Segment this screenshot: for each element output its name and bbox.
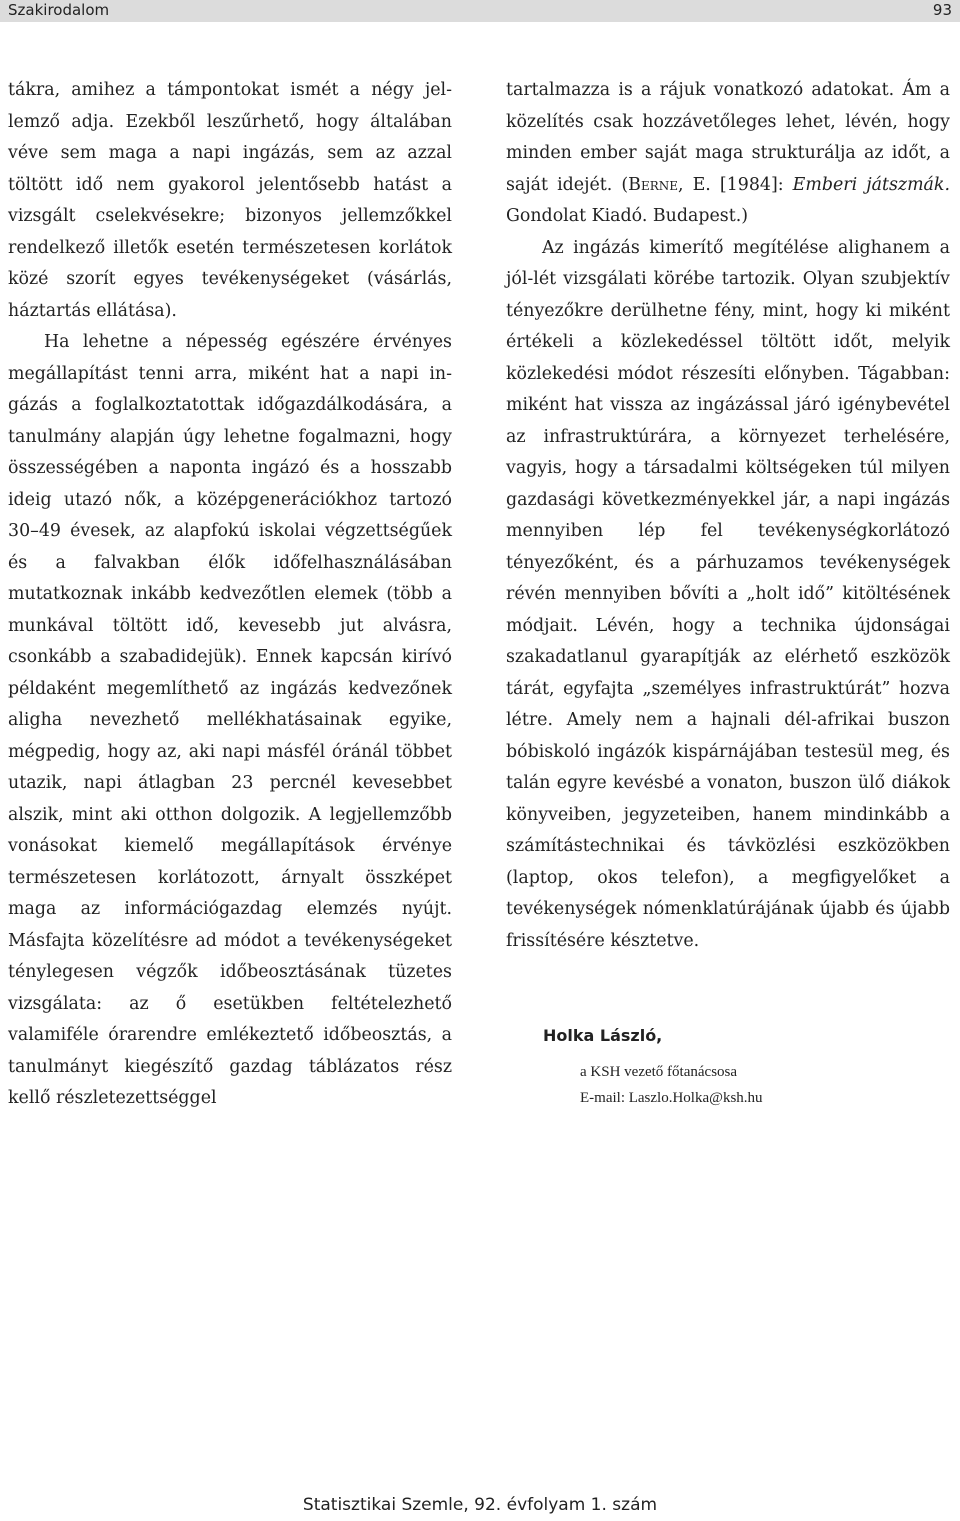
cited-author-initial: B — [628, 174, 641, 195]
left-column — [8, 75, 452, 1115]
right-paragraph-1-text-b: , E. [1984]: — [678, 174, 793, 195]
right-paragraph-1-text-a: tartalmazza is a rájuk vonatkozó adatokat. Ám a közelítés csak hozzávetőleges lehet, lévén, hogy minden ember saját maga strukturálja az időt, a saját idejét. ( — [506, 80, 950, 195]
left-paragraph-1: tákra, amihez a támpontokat ismét a négy jellemző adja. Ezekből leszűrhető, hogy általában véve sem maga a napi ingázás, sem az azzal töltött idő nem gyakorol jelentősebb hatást a vizsgált cselekvésekre; bizonyos jellemzőkkel rendelkező illetők esetén természetesen korlátok közé szorít egyes tevékenységeket (vásárlás, háztartás ellátása). — [8, 80, 452, 321]
running-header — [0, 0, 960, 22]
section-title: Szakirodalom — [8, 1, 110, 19]
page-number: 93 — [932, 1, 952, 19]
left-paragraph-2: Ha lehetne a népesség egészére érvényes megállapítást tenni arra, miként hat a napi ingázás a foglalkoztatottak időgazdálkodására, a tanulmány alapján úgy lehetne fogalmazni, hogy összességében a naponta ingázó és a hosszabb ideig utazó nők, a középgenerációkhoz tartozó 30–49 évesek, az alapfokú iskolai végzettségűek és a falvakban élők időfelhasználásában mutatkoznak inkább kedvezőtlen elemek (több a munkával töltött idő, kevesebb jut alvásra, csonkább a szabadidejük). Ennek kapcsán kirívó példaként megemlíthető az ingázás kedvezőnek aligha nevezhető mellékhatásainak egyike, mégpedig, hogy az, aki napi másfél óránál többet utazik, napi átlagban 23 percnél kevesebbet alszik, mint aki otthon dolgozik. A legjellemzőbb vonásokat kiemelő megállapítások érvénye természetesen korlátozott, árnyalt összképet maga az információgazdag elemzés nyújt. Másfajta közelítésre ad módot a tevékenységeket ténylegesen végzők időbeosztásának tüzetes vizsgálata: az ő esetükben feltételezhető valamiféle órarendre emlékeztető időbeosztás, a tanulmányt kiegészítő gazdag táblázatos rész kellő részletezettséggel — [8, 332, 452, 1108]
author-position: a KSH vezető főtanácsosa — [580, 1064, 738, 1080]
right-paragraph-1 — [506, 75, 950, 233]
author-email: E-mail: Laszlo.Holka@ksh.hu — [580, 1090, 763, 1106]
author-signature — [543, 1026, 923, 1111]
right-paragraph-1-text-c: Gondolat Kiadó. Budapest.) — [506, 206, 749, 226]
cited-author-name: erne — [640, 174, 679, 195]
right-paragraph-2: Az ingázás kimerítő megítélése alighanem a jól-lét vizsgálati körébe tartozik. Olyan szubjektív tényezőkre derülhetne fény, mint, hogy ki miként értékeli a közlekedéssel töltött időt, melyik közlekedési módot részesíti előnyben. Tágabban: miként hat vissza az ingázással járó igénybevétel az infrastruktúrára, a környezet terhelésére, vagyis, hogy a társadalmi költségeken túl milyen gazdasági következményekkel jár, a napi ingázás mennyiben lép fel tevékenységkorlátozó tényezőként, és a párhuzamos tevékenységek révén mennyiben bővíti a „holt idő” kitöltésének módjait. Lévén, hogy a technika újdonságai szakadatlanul gyarapítják az elérhető eszközök tárát, egyfajta „személyes infrastruktúrát” hozva létre. Amely nem a hajnali dél-afrikai buszon bóbiskoló ingázók kispárnájában testesül meg, és talán egyre kevésbé a vonaton, buszon ülő diákok könyveiben, jegyzeteiben, hanem mindinkább a számítástechnikai és távközlési eszközökben (laptop, okos telefon), a megfigyelőket a tevékenységek nómenklatúrájának újabb és újabb frissítésére késztetve. — [506, 237, 950, 951]
cited-title: Emberi játszmák. — [792, 174, 950, 195]
running-footer: Statisztikai Szemle, 92. évfolyam 1. szám — [302, 1495, 658, 1515]
right-column — [506, 75, 950, 957]
author-name: Holka László, — [543, 1026, 663, 1045]
